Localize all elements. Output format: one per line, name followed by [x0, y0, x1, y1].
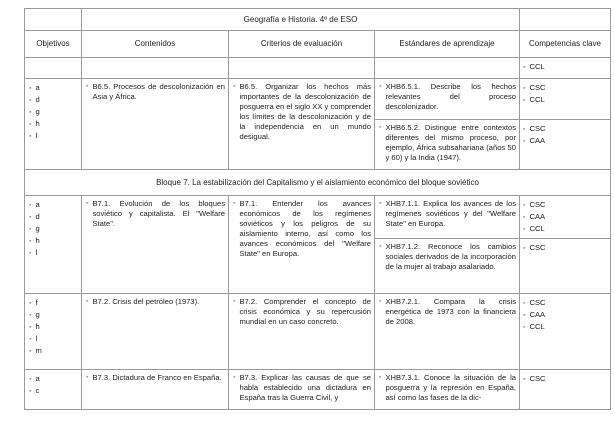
square-bullet-icon: ▪ [86, 374, 89, 381]
contenido-text: B7.3. Dictadura de Franco en España. [92, 373, 222, 382]
square-bullet-icon: ▪ [379, 124, 382, 131]
cell-estandares [375, 196, 520, 294]
competencia-item: ▪ CSC [523, 82, 608, 94]
cell-objetivos [25, 79, 82, 170]
criterio-text: B7.1. Entender los avances económicos de los regímenes soviéticos y los peligros de su aislamiento interno, así como los avances económicos del "Welfare State" en Europa. [239, 199, 371, 258]
criterio-text: B7.3. Explicar las causas de que se habla establecido una dictadura en España tras la Guerra Civil, y [239, 373, 371, 402]
competencia-item: ▪ CSC [523, 297, 608, 309]
cell-criterio [229, 294, 375, 370]
cell-objetivos [25, 196, 82, 294]
col-header-competencias: Competencias clave [520, 31, 611, 58]
criterio-text: B6.5. Organizar los hechos más importantes de la descolonización de posguerra en el siglo XX y comprender los límites de la descolonización y de la independencia en un mundo desigual. [239, 82, 371, 141]
curriculum-table [24, 8, 611, 410]
cell-contenido [82, 370, 229, 410]
objetivo-item: ▪ a [29, 82, 79, 94]
square-bullet-icon: ▪ [233, 298, 236, 305]
competencia-item: ▪ CSC [523, 199, 608, 211]
square-bullet-icon: ▪ [379, 298, 382, 305]
square-bullet-icon: ▪ [233, 374, 236, 381]
objetivo-item: ▪ d [29, 211, 79, 223]
cell-empty [375, 58, 520, 79]
square-bullet-icon: ▪ [233, 200, 236, 207]
objetivo-item: ▪ h [29, 235, 79, 247]
objetivo-item: ▪ l [29, 130, 79, 142]
competencia-item: ▪ CCL [523, 94, 608, 106]
square-bullet-icon: ▪ [379, 83, 382, 90]
header-blank-right [520, 9, 611, 31]
objetivo-item: ▪ a [29, 199, 79, 211]
contenido-text: B7.1. Evolución de los bloques soviético y capitalista. El "Welfare State". [92, 199, 225, 228]
competencia-item: ▪ CSC [523, 242, 608, 254]
competencia-item: ▪ CCL [523, 321, 608, 333]
cell-criterio [229, 79, 375, 170]
square-bullet-icon: ▪ [86, 298, 89, 305]
cell-competencias [520, 79, 611, 170]
cell-contenido [82, 79, 229, 170]
cell-empty [229, 58, 375, 79]
cell-competencias [520, 370, 611, 410]
col-header-objetivos: Objetivos [25, 31, 82, 58]
estandar-text: XHB6.5.1. Describe los hechos relevantes del proceso descolonizador. [385, 82, 516, 111]
cell-objetivos [25, 370, 82, 410]
cell-competencias [520, 196, 611, 294]
square-bullet-icon: ▪ [379, 200, 382, 207]
objetivo-item: ▪ a [29, 373, 79, 385]
competencia-item: ▪ CAA [523, 309, 608, 321]
contenido-text: B6.5. Procesos de descolonización en Asia y África. [92, 82, 225, 101]
estandar-text: XHB7.1.1. Explica los avances de los regímenes soviéticos y del "Welfare State" en Europa. [385, 199, 516, 228]
objetivo-item: ▪ l [29, 333, 79, 345]
competencia-item: ▪ CSC [523, 123, 608, 135]
objetivo-item: ▪ h [29, 118, 79, 130]
objetivo-item: ▪ l [29, 247, 79, 259]
table-title: Geografía e Historia. 4º de ESO [82, 9, 520, 31]
competencia-item: ▪ CAA [523, 211, 608, 223]
objetivo-item: ▪ d [29, 94, 79, 106]
header-blank [25, 9, 82, 31]
square-bullet-icon: ▪ [379, 243, 382, 250]
objetivo-item: ▪ m [29, 345, 79, 357]
cell-empty [82, 58, 229, 79]
objetivo-item: ▪ h [29, 321, 79, 333]
square-bullet-icon: ▪ [379, 374, 382, 381]
cell-estandares [375, 370, 520, 410]
cell-estandares [375, 294, 520, 370]
objetivo-item: ▪ g [29, 106, 79, 118]
estandar-text: XHB6.5.2. Distingue entre contextos diferentes del mismo proceso, por ejemplo, África subsahariana (años 50 y 60) y la India (1947). [385, 123, 516, 162]
cell-contenido [82, 294, 229, 370]
cell-contenido [82, 196, 229, 294]
estandar-text: XHB7.3.1. Conoce la situación de la posguerra y la represión en España, así como las fases de la dic- [385, 373, 516, 402]
objetivo-item: ▪ f [29, 297, 79, 309]
criterio-text: B7.2. Comprender el concepto de crisis económica y su repercusión mundial en un caso concreto. [239, 297, 371, 326]
cell-objetivos [25, 294, 82, 370]
col-header-contenidos: Contenidos [82, 31, 229, 58]
square-bullet-icon: ▪ [86, 200, 89, 207]
block-title: Bloque 7. La estabilización del Capitalismo y el aislamiento económico del bloque soviético [25, 170, 611, 196]
objetivo-item: ▪ g [29, 309, 79, 321]
col-header-criterios: Criterios de evaluación [229, 31, 375, 58]
estandar-text: XHB7.2.1. Compara la crisis energética de 1973 con la financiera de 2008. [385, 297, 516, 326]
competencia-item: ▪ CAA [523, 135, 608, 147]
square-bullet-icon: ▪ [86, 83, 89, 90]
competencia-item: ▪ CCL [523, 61, 608, 73]
cell-criterio [229, 370, 375, 410]
square-bullet-icon: ▪ [233, 83, 236, 90]
cell-empty [25, 58, 82, 79]
competencia-item: ▪ CSC [523, 373, 608, 385]
objetivo-item: ▪ g [29, 223, 79, 235]
cell-criterio [229, 196, 375, 294]
estandar-text: XHB7.1.2. Reconoce los cambios sociales derivados de la incorporación de la mujer al trabajo asalariado. [385, 242, 516, 271]
contenido-text: B7.2. Crisis del petróleo (1973). [92, 297, 200, 306]
col-header-estandares: Estándares de aprendizaje [375, 31, 520, 58]
cell-competencias [520, 58, 611, 79]
cell-competencias [520, 294, 611, 370]
cell-estandares [375, 79, 520, 170]
competencia-item: ▪ CCL [523, 223, 608, 235]
objetivo-item: ▪ c [29, 385, 79, 397]
